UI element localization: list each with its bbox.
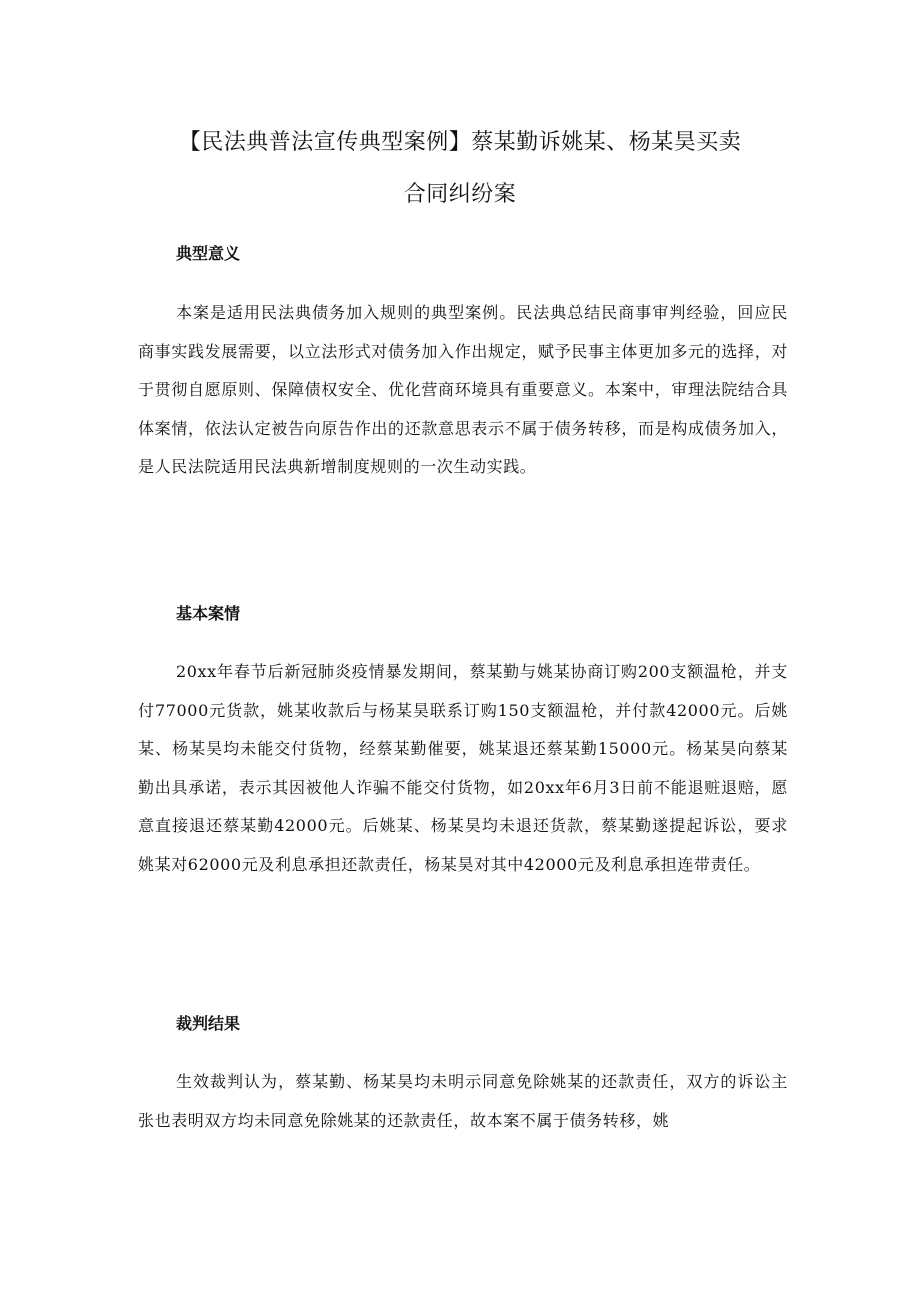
section-body-basic-facts: 20xx年春节后新冠肺炎疫情暴发期间，蔡某勤与姚某协商订购200支额温枪，并支付77000元货款，姚某收款后与杨某昊联系订购150支额温枪，并付款42000元。后姚某、杨某昊均未能交付货物，经蔡某勤催要，姚某退还蔡某勤15000元。杨某昊向蔡某勤出具承诺，表示其因被他人诈骗不能交付货物，如20xx年6月3日前不能退赃退赔，愿意直接退还蔡某勤42000元。后姚某、杨某昊均未退还货款，蔡某勤遂提起诉讼，要求姚某对62000元及利息承担还款责任，杨某昊对其中42000元及利息承担连带责任。 — [138, 662, 788, 874]
section-heading-judgment: 裁判结果 — [176, 1014, 241, 1033]
document-title-line-1: 【民法典普法宣传典型案例】蔡某勤诉姚某、杨某昊买卖 — [178, 130, 742, 155]
document-title-line-2: 合同纠纷案 — [403, 182, 517, 207]
section-body-judgment: 生效裁判认为，蔡某勤、杨某昊均未明示同意免除姚某的还款责任，双方的诉讼主张也表明双方均未同意免除姚某的还款责任，故本案不属于债务转移，姚 — [138, 1072, 788, 1130]
section-heading-significance: 典型意义 — [176, 244, 241, 263]
section-body-significance: 本案是适用民法典债务加入规则的典型案例。民法典总结民商事审判经验，回应民商事实践发展需要，以立法形式对债务加入作出规定，赋予民事主体更加多元的选择，对于贯彻自愿原则、保障债权安全、优化营商环境具有重要意义。本案中，审理法院结合具体案情，依法认定被告向原告作出的还款意思表示不属于债务转移，而是构成债务加入，是人民法院适用民法典新增制度规则的一次生动实践。 — [138, 303, 788, 476]
section-heading-basic-facts: 基本案情 — [176, 604, 241, 623]
